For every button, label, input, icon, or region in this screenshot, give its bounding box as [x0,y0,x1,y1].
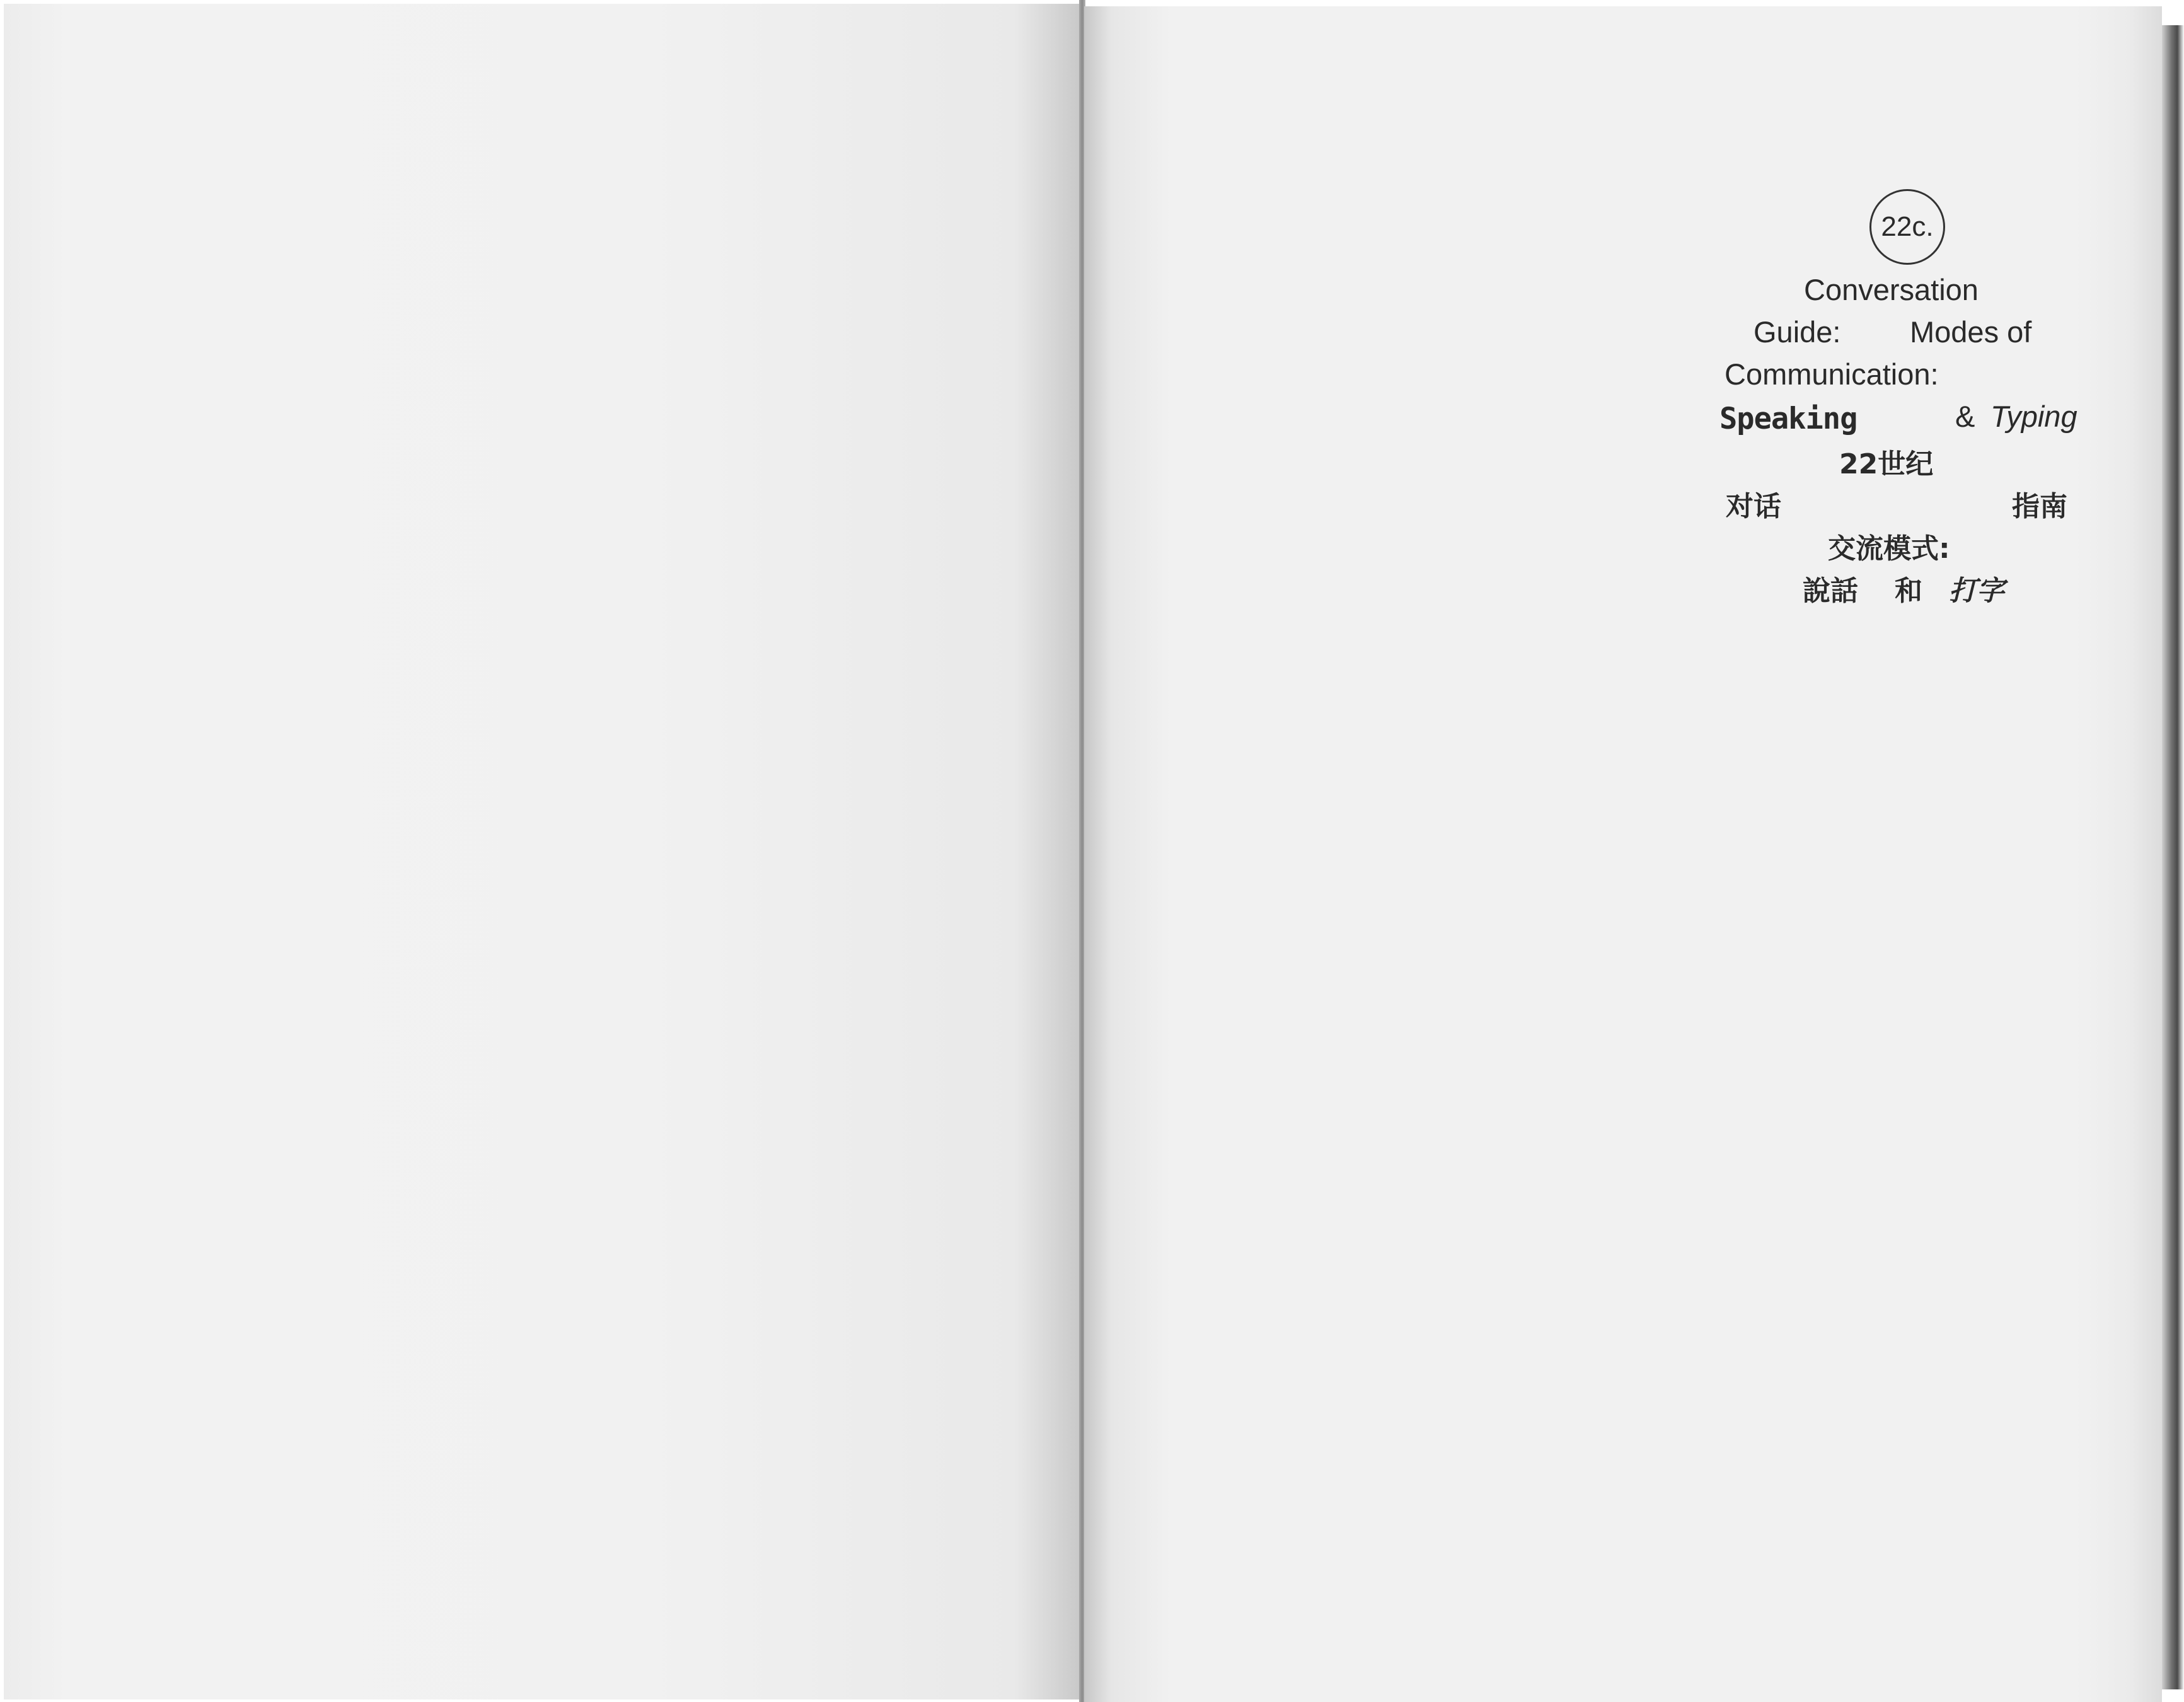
title-cn-typing: 打字 [1949,575,2004,607]
page-edge [2162,25,2184,1689]
left-page [4,4,1079,1699]
title-cn-modes: 交流模式: [1828,533,1950,565]
chapter-number-badge [1869,189,1945,265]
chapter-number: 22c. [1881,211,1934,242]
title-cn-century: 22世纪 [1839,448,1934,480]
title-speaking-glitched [1719,399,1857,434]
title-cn-speaking: 說話 [1803,575,1858,607]
title-cn-dialogue: 对话 [1726,490,1781,523]
title-cn-and: 和 [1895,575,1922,607]
title-line-conversation: Conversation [1804,273,1979,306]
title-line-modes-of: Modes of [1910,315,2032,349]
title-cn-guide: 指南 [2012,490,2067,523]
title-ampersand: & [1955,400,1975,433]
speaking-text: Speaking [1719,402,1858,436]
title-line-guide: Guide: [1754,315,1841,349]
title-typing: Typing [1990,400,2077,433]
right-page [1084,6,2162,1702]
title-line-communication: Communication: [1725,357,1939,391]
